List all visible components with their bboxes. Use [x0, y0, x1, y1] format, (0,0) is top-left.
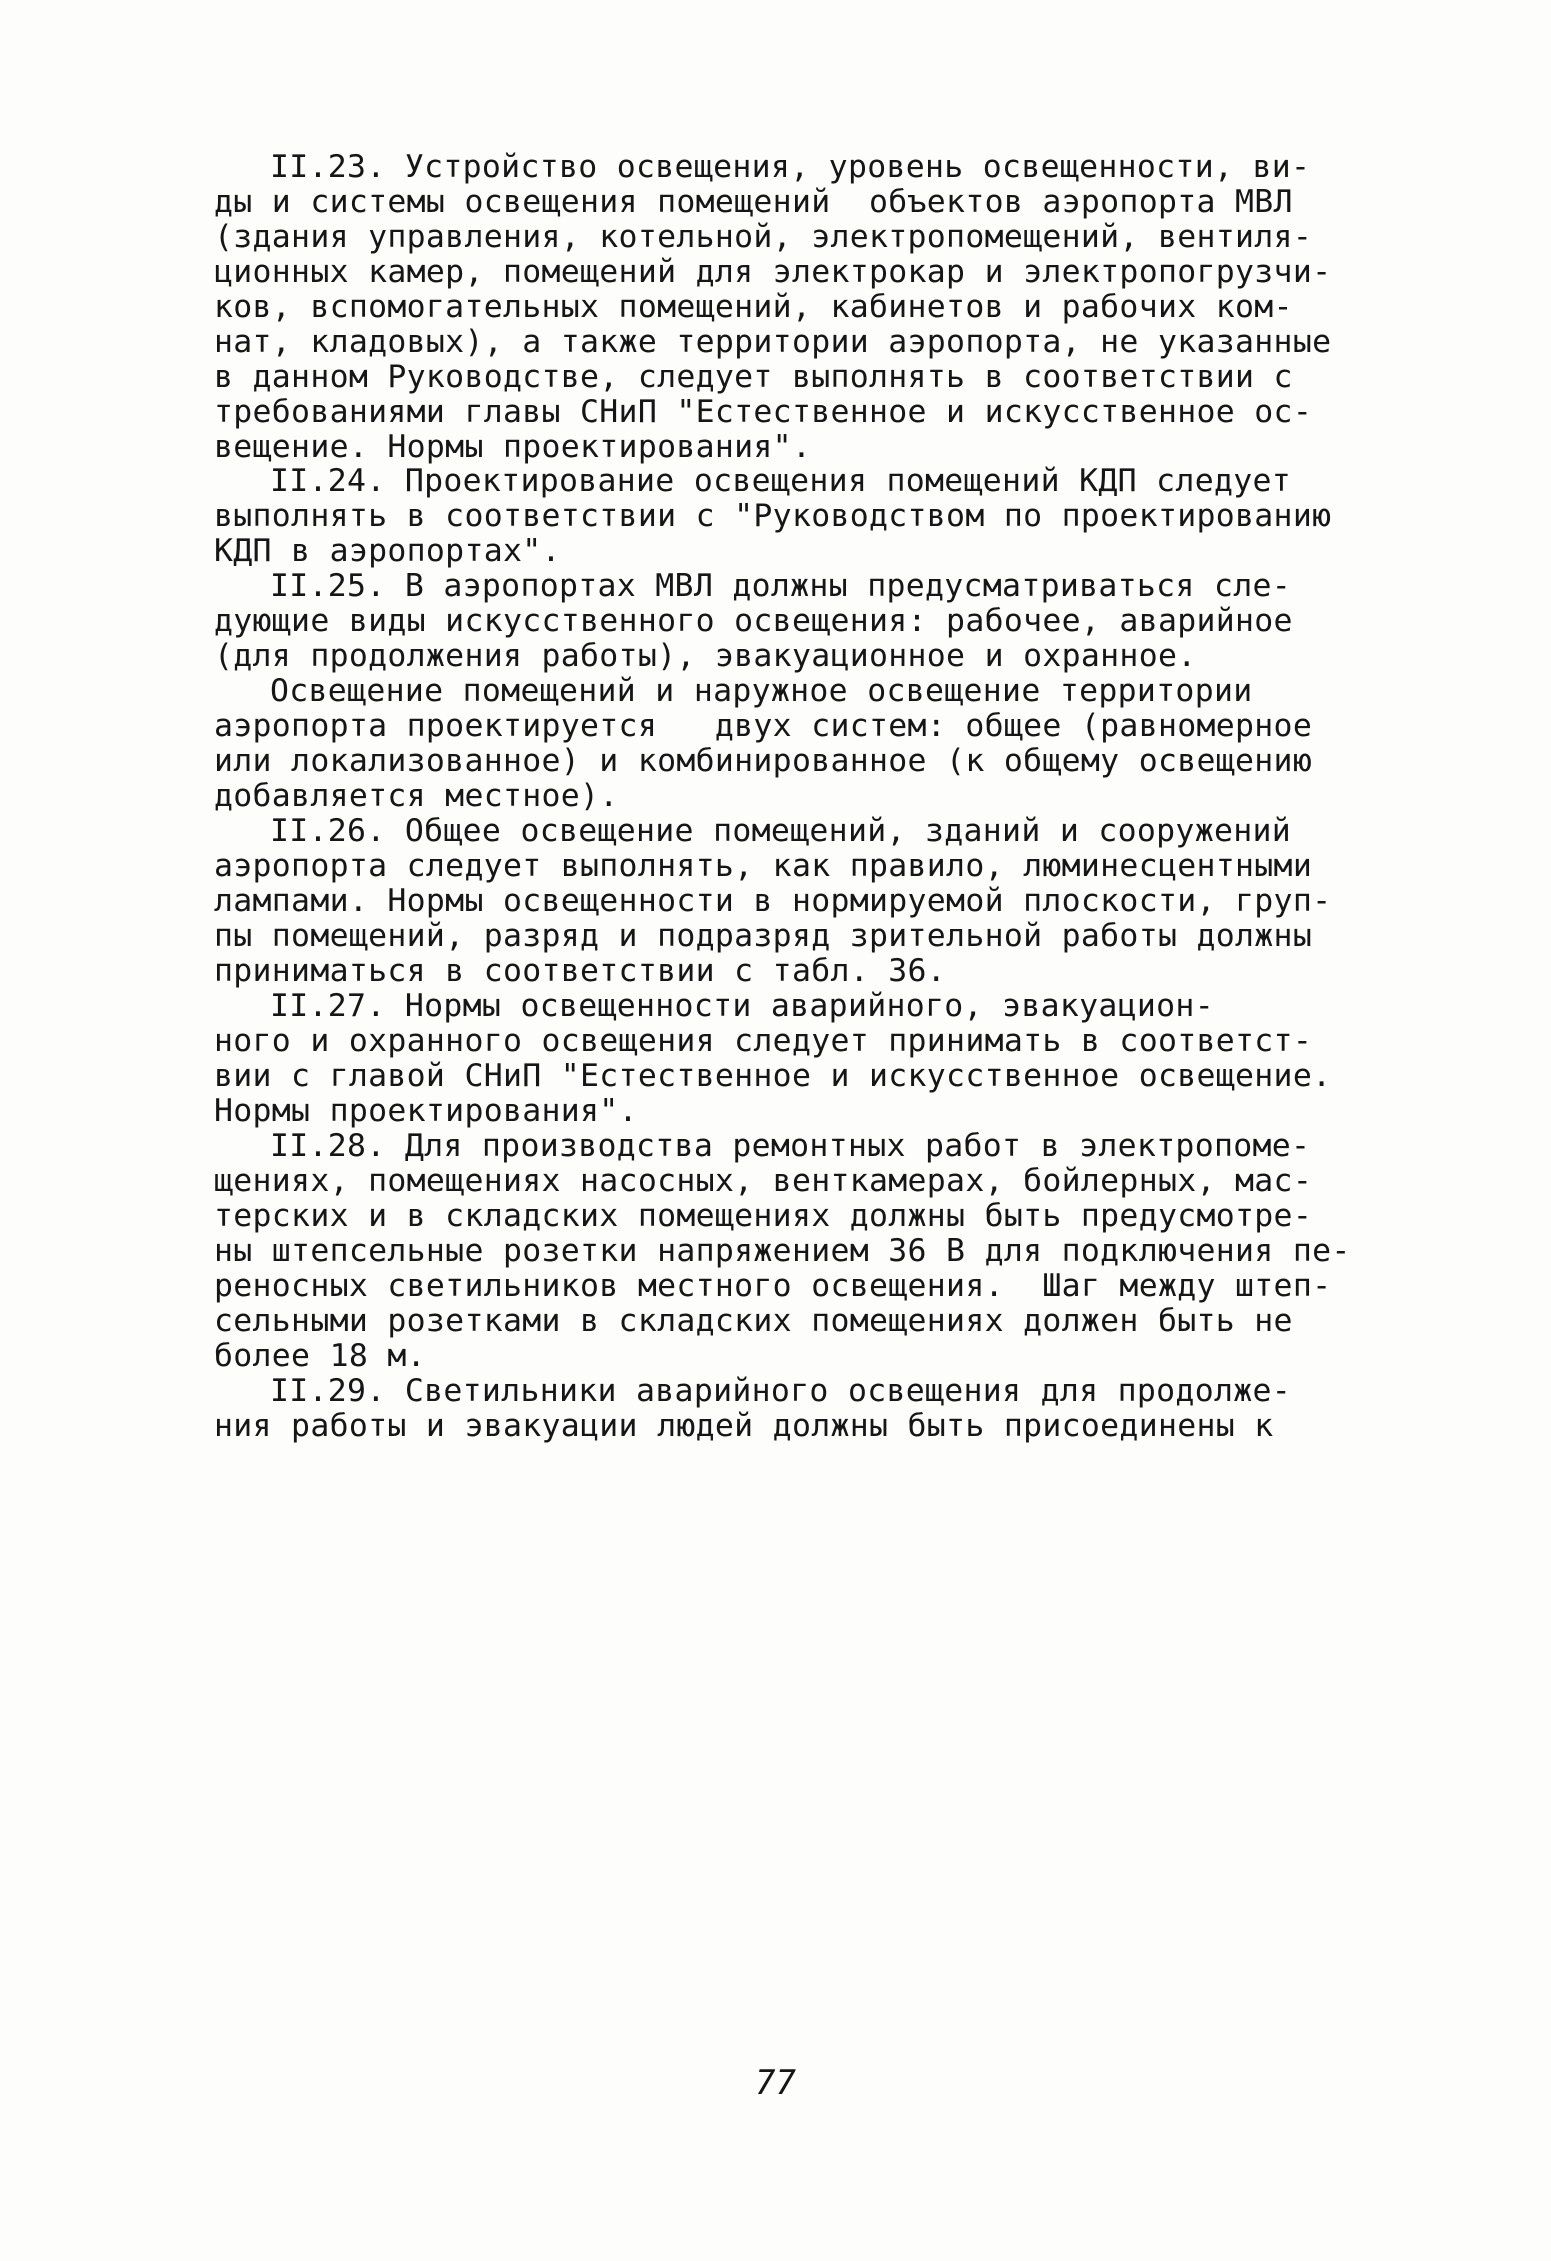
- text-line: Нормы проектирования".: [214, 1093, 638, 1129]
- text-line: II.28. Для производства ремонтных работ в электропоме-: [270, 1128, 1311, 1164]
- text-line: ного и охранного освещения следует принимать в соответст-: [214, 1023, 1313, 1059]
- text-line: вещение. Нормы проектирования".: [214, 429, 812, 465]
- text-line: ционных камер, помещений для электрокар и электропогрузчи-: [214, 254, 1332, 290]
- text-line: терских и в складских помещениях должны быть предусмотре-: [214, 1198, 1313, 1234]
- text-line: II.23. Устройство освещения, уровень освещенности, ви-: [270, 149, 1311, 185]
- text-line: II.25. В аэропортах МВЛ должны предусматриваться сле-: [270, 568, 1292, 604]
- text-line: вии с главой СНиП "Естественное и искусственное освещение.: [214, 1058, 1332, 1094]
- text-line: или локализованное) и комбинированное (к общему освещению: [214, 743, 1313, 779]
- text-line: лампами. Нормы освещенности в нормируемой плоскости, груп-: [214, 883, 1332, 919]
- text-line: щениях, помещениях насосных, венткамерах, бойлерных, мас-: [214, 1163, 1313, 1199]
- text-line: II.27. Нормы освещенности аварийного, эвакуацион-: [270, 988, 1214, 1024]
- text-line: (здания управления, котельной, электропомещений, вентиля-: [214, 219, 1313, 255]
- text-line: дующие виды искусственного освещения: рабочее, аварийное: [214, 603, 1293, 639]
- text-line: требованиями главы СНиП "Естественное и искусственное ос-: [214, 394, 1313, 430]
- text-line: более 18 м.: [214, 1338, 426, 1374]
- text-line: в данном Руководстве, следует выполнять в соответствии с: [214, 359, 1293, 395]
- text-line: нат, кладовых), а также территории аэропорта, не указанные: [214, 324, 1332, 360]
- text-line: ков, вспомогательных помещений, кабинетов и рабочих ком-: [214, 289, 1293, 325]
- text-line: ния работы и эвакуации людей должны быть присоединены к: [214, 1408, 1274, 1444]
- text-line: добавляется местное).: [214, 778, 619, 814]
- text-line: II.29. Светильники аварийного освещения для продолже-: [270, 1373, 1292, 1409]
- text-line: КДП в аэропортах".: [214, 533, 561, 569]
- text-line: реносных светильников местного освещения. Шаг между штеп-: [214, 1268, 1332, 1304]
- text-line: II.26. Общее освещение помещений, зданий и сооружений: [270, 813, 1292, 849]
- text-line: II.24. Проектирование освещения помещений КДП следует: [270, 463, 1292, 499]
- text-line: (для продолжения работы), эвакуационное и охранное.: [214, 638, 1197, 674]
- text-line: ды и системы освещения помещений объектов аэропорта МВЛ: [214, 184, 1293, 220]
- text-line: аэропорта следует выполнять, как правило, люминесцентными: [214, 848, 1313, 884]
- text-line: ны штепсельные розетки напряжением 36 В для подключения пе-: [214, 1233, 1351, 1269]
- text-line: выполнять в соответствии с "Руководством по проектированию: [214, 498, 1332, 534]
- text-line: пы помещений, разряд и подразряд зрительной работы должны: [214, 918, 1313, 954]
- text-line: приниматься в соответствии с табл. 36.: [214, 953, 947, 989]
- text-line: сельными розетками в складских помещениях должен быть не: [214, 1303, 1293, 1339]
- text-line: Освещение помещений и наружное освещение территории: [270, 673, 1253, 709]
- text-line: аэропорта проектируется двух систем: общее (равномерное: [214, 708, 1313, 744]
- page-number: 77: [755, 2063, 796, 2103]
